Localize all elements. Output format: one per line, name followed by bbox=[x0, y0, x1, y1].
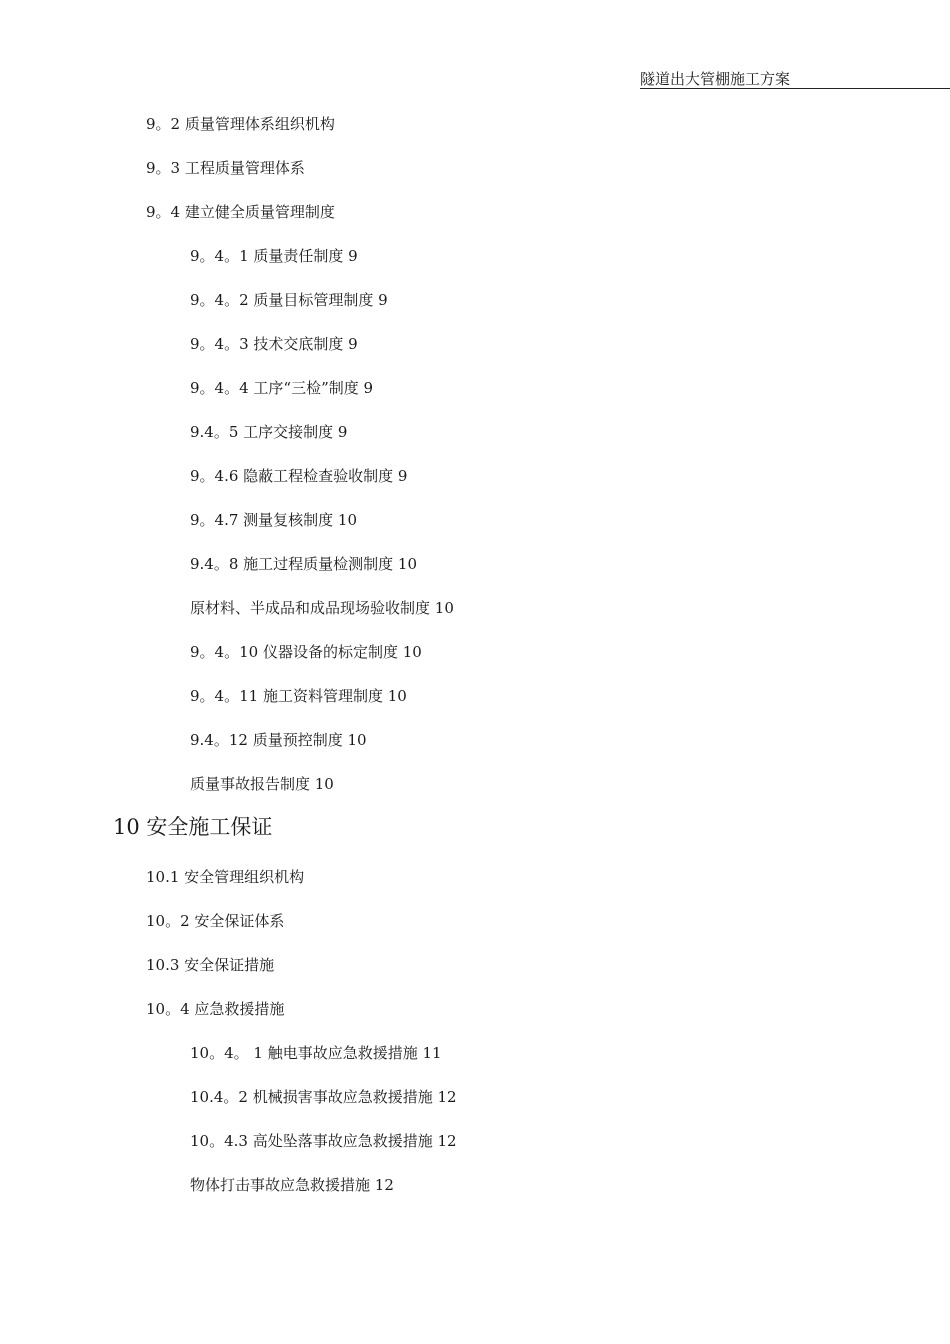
toc-entry[interactable]: 9。4。1 质量责任制度 9 bbox=[190, 247, 358, 265]
toc-entry[interactable]: 10。2 安全保证体系 bbox=[146, 912, 285, 930]
toc-entry[interactable]: 10.4。2 机械损害事故应急救援措施 12 bbox=[190, 1088, 457, 1106]
toc-entry[interactable]: 10。4。 1 触电事故应急救援措施 11 bbox=[190, 1044, 442, 1062]
toc-entry[interactable]: 9。4。11 施工资料管理制度 10 bbox=[190, 687, 407, 705]
toc-entry[interactable]: 9。4.6 隐蔽工程检查验收制度 9 bbox=[190, 467, 408, 485]
toc-entry[interactable]: 9。4。3 技术交底制度 9 bbox=[190, 335, 358, 353]
toc-entry[interactable]: 物体打击事故应急救援措施 12 bbox=[190, 1176, 394, 1194]
toc-entry[interactable]: 9。4。4 工序“三检”制度 9 bbox=[190, 379, 374, 397]
toc-entry[interactable]: 9。3 工程质量管理体系 bbox=[146, 159, 305, 177]
document-title: 隧道出大管棚施工方案 bbox=[640, 70, 791, 88]
toc-entry[interactable]: 10。4.3 高处坠落事故应急救援措施 12 bbox=[190, 1132, 457, 1150]
toc-entry[interactable]: 9.4。8 施工过程质量检测制度 10 bbox=[190, 555, 418, 573]
toc-chapter-heading[interactable]: 10 安全施工保证 bbox=[113, 815, 273, 839]
toc-entry[interactable]: 9。4.7 测量复核制度 10 bbox=[190, 511, 358, 529]
toc-entry[interactable]: 9。4。2 质量目标管理制度 9 bbox=[190, 291, 388, 309]
toc-entry[interactable]: 9。4 建立健全质量管理制度 bbox=[146, 203, 335, 221]
toc-entry[interactable]: 9。2 质量管理体系组织机构 bbox=[146, 115, 335, 133]
toc-entry[interactable]: 9.4。12 质量预控制度 10 bbox=[190, 731, 367, 749]
toc-entry[interactable]: 10.3 安全保证措施 bbox=[146, 956, 275, 974]
toc-entry[interactable]: 10。4 应急救援措施 bbox=[146, 1000, 285, 1018]
toc-entry[interactable]: 原材料、半成品和成品现场验收制度 10 bbox=[190, 599, 454, 617]
toc-entry[interactable]: 质量事故报告制度 10 bbox=[190, 775, 334, 793]
toc-entry[interactable]: 9.4。5 工序交接制度 9 bbox=[190, 423, 348, 441]
toc-entry[interactable]: 10.1 安全管理组织机构 bbox=[146, 868, 305, 886]
toc-entry[interactable]: 9。4。10 仪器设备的标定制度 10 bbox=[190, 643, 422, 661]
